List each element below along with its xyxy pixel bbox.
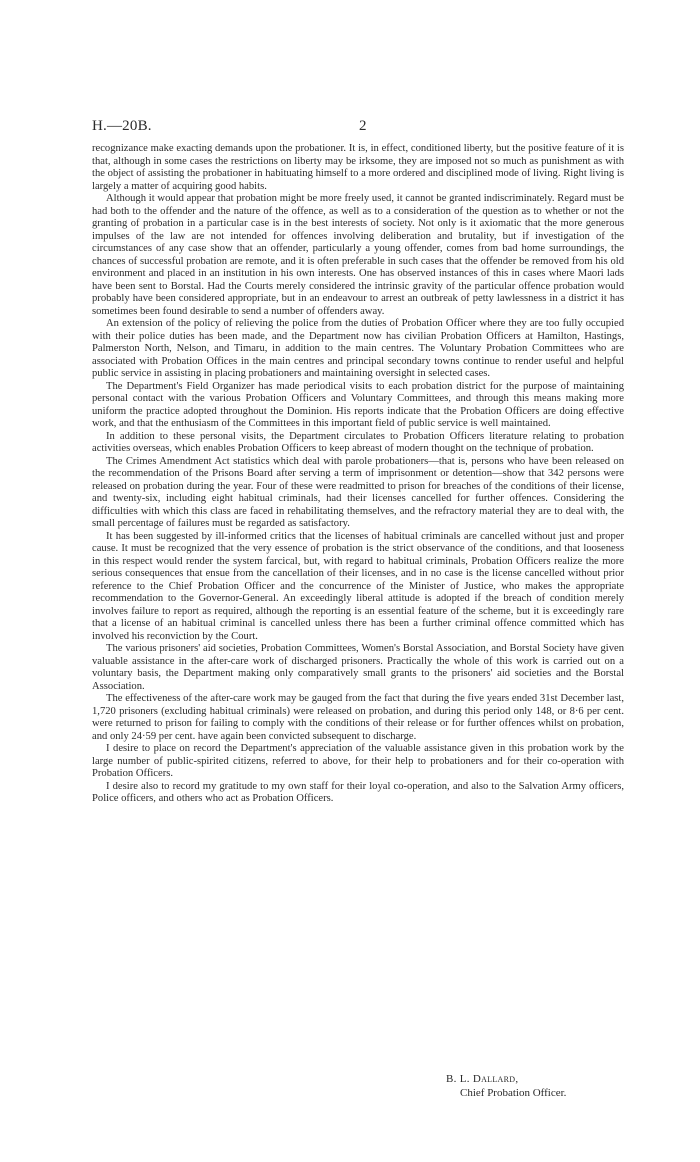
paragraph: Although it would appear that probation might be more freely used, it cannot be granted indiscriminately. Regard must be had both to the offender and the nature of the offence, as well as to a consideration of the question as to whether or not the granting of probation in a particular case is in the best interests of society. Not only is it axiomatic that the more generous impulses of the law are not intended for offences involving deliberation and brutality, but if investigation of the circumstances of any case show that an offender, particularly a young offender, comes from bad home surroundings, the chances of successful probation are remote, and it is often preferable in such cases that the offender be removed from his old environment and placed in an institution in his own interests. One has observed instances of this in cases where Maori lads have been sent to Borstal. Had the Courts merely considered the intrinsic gravity of the particular offence probation would probably have been considered appropriate, but in an endeavour to arrest an outbreak of petty lawlessness in a district it has sometimes been found desirable to send a number of offenders away.: [92, 193, 624, 317]
paragraph: The effectiveness of the after-care work may be gauged from the fact that during the five years ended 31st December last, 1,720 prisoners (excluding habitual criminals) were released on probation, and during this period only 148, or 8·6 per cent. were returned to prison for failing to comply with the conditions of their release or for further offences whilst on probation, and only 24·59 per cent. have again been convicted subsequent to discharge.: [92, 693, 624, 742]
page-header: [92, 118, 632, 138]
paragraph: I desire to place on record the Department's appreciation of the valuable assistance given in this probation work by the large number of public-spirited citizens, referred to above, for their help to probationers and for their co-operation with Probation Officers.: [92, 743, 624, 779]
paragraph: An extension of the policy of relieving the police from the duties of Probation Officer where they are too fully occupied with their police duties has been made, and the Department now has civilian Probation Officers at Hamilton, Hastings, Palmerston North, Nelson, and Timaru, in addition to the main centres. The Voluntary Probation Committees who are associated with Probation Offices in the main centres and principal secondary towns continue to render useful and helpful public service in assisting in placing probationers and maintaining oversight in selected cases.: [92, 318, 624, 379]
body-text: [92, 143, 624, 806]
document-code: H.—20B.: [92, 118, 152, 134]
signature-block: [446, 1072, 566, 1100]
paragraph: The Crimes Amendment Act statistics which deal with parole probationers—that is, persons who have been released on the recommendation of the Prisons Board after serving a term of imprisonment or detention—show that 342 persons were released on probation during the year. Four of these were readmitted to prison for breaches of the conditions of their license, and twenty-six, including eight habitual criminals, had their licenses cancelled for further offences. Considering the difficulties with which this class are faced in rehabilitating themselves, and the refractory material they are to deal with, the small percentage of failures must be regarded as satisfactory.: [92, 455, 624, 529]
page-number: 2: [359, 118, 367, 134]
paragraph: In addition to these personal visits, the Department circulates to Probation Officers literature relating to probation activities overseas, which enables Probation Officers to keep abreast of modern thought on the technique of probation.: [92, 430, 624, 454]
signatory-title: Chief Probation Officer.: [460, 1087, 567, 1099]
paragraph: The various prisoners' aid societies, Probation Committees, Women's Borstal Association, and Borstal Society have given valuable assistance in the after-care work of discharged prisoners. Practically the whole of this work is carried out on a voluntary basis, the Department making only comparatively small grants to the prisoners' aid societies and the Borstal Association.: [92, 643, 624, 692]
paragraph: recognizance make exacting demands upon the probationer. It is, in effect, conditioned liberty, but the positive feature of it is that, although in some cases the restrictions on liberty may be irksome, they are imposed not so much as punishment as with the object of assisting the probationer in habituating himself to a more ordered and disciplined mode of living. Right living is largely a matter of acquiring good habits.: [92, 143, 624, 192]
signatory-name: B. L. Dallard,: [446, 1073, 519, 1085]
paragraph: The Department's Field Organizer has made periodical visits to each probation district for the purpose of maintaining personal contact with the various Probation Officers and Voluntary Committees, and through this means making more uniform the practice adopted throughout the Dominion. His reports indicate that the Probation Officers are doing effective work, and that the enthusiasm of the Committees in this important field of public service is well maintained.: [92, 380, 624, 429]
paragraph: I desire also to record my gratitude to my own staff for their loyal co-operation, and also to the Salvation Army officers, Police officers, and others who act as Probation Officers.: [92, 780, 624, 804]
paragraph: It has been suggested by ill-informed critics that the licenses of habitual criminals are cancelled without just and proper cause. It must be recognized that the very essence of probation is the strict observance of the conditions, and that looseness in this respect would render the system farcical, but, with regard to habitual criminals, Probation Officers realize the more serious consequences that ensue from the cancellation of their licenses, and in no case is the license cancelled without prior reference to the Chief Probation Officer and the concurrence of the Minister of Justice, who makes the appropriate recommendation to the Governor-General. An exceedingly liberal attitude is adopted if the breach of condition merely involves failure to report as required, although the reporting is an essential feature of the scheme, but it is exceedingly rare that a license of an habitual criminal is cancelled unless there has been a further criminal offence committed which has involved his reconviction by the Court.: [92, 530, 624, 642]
